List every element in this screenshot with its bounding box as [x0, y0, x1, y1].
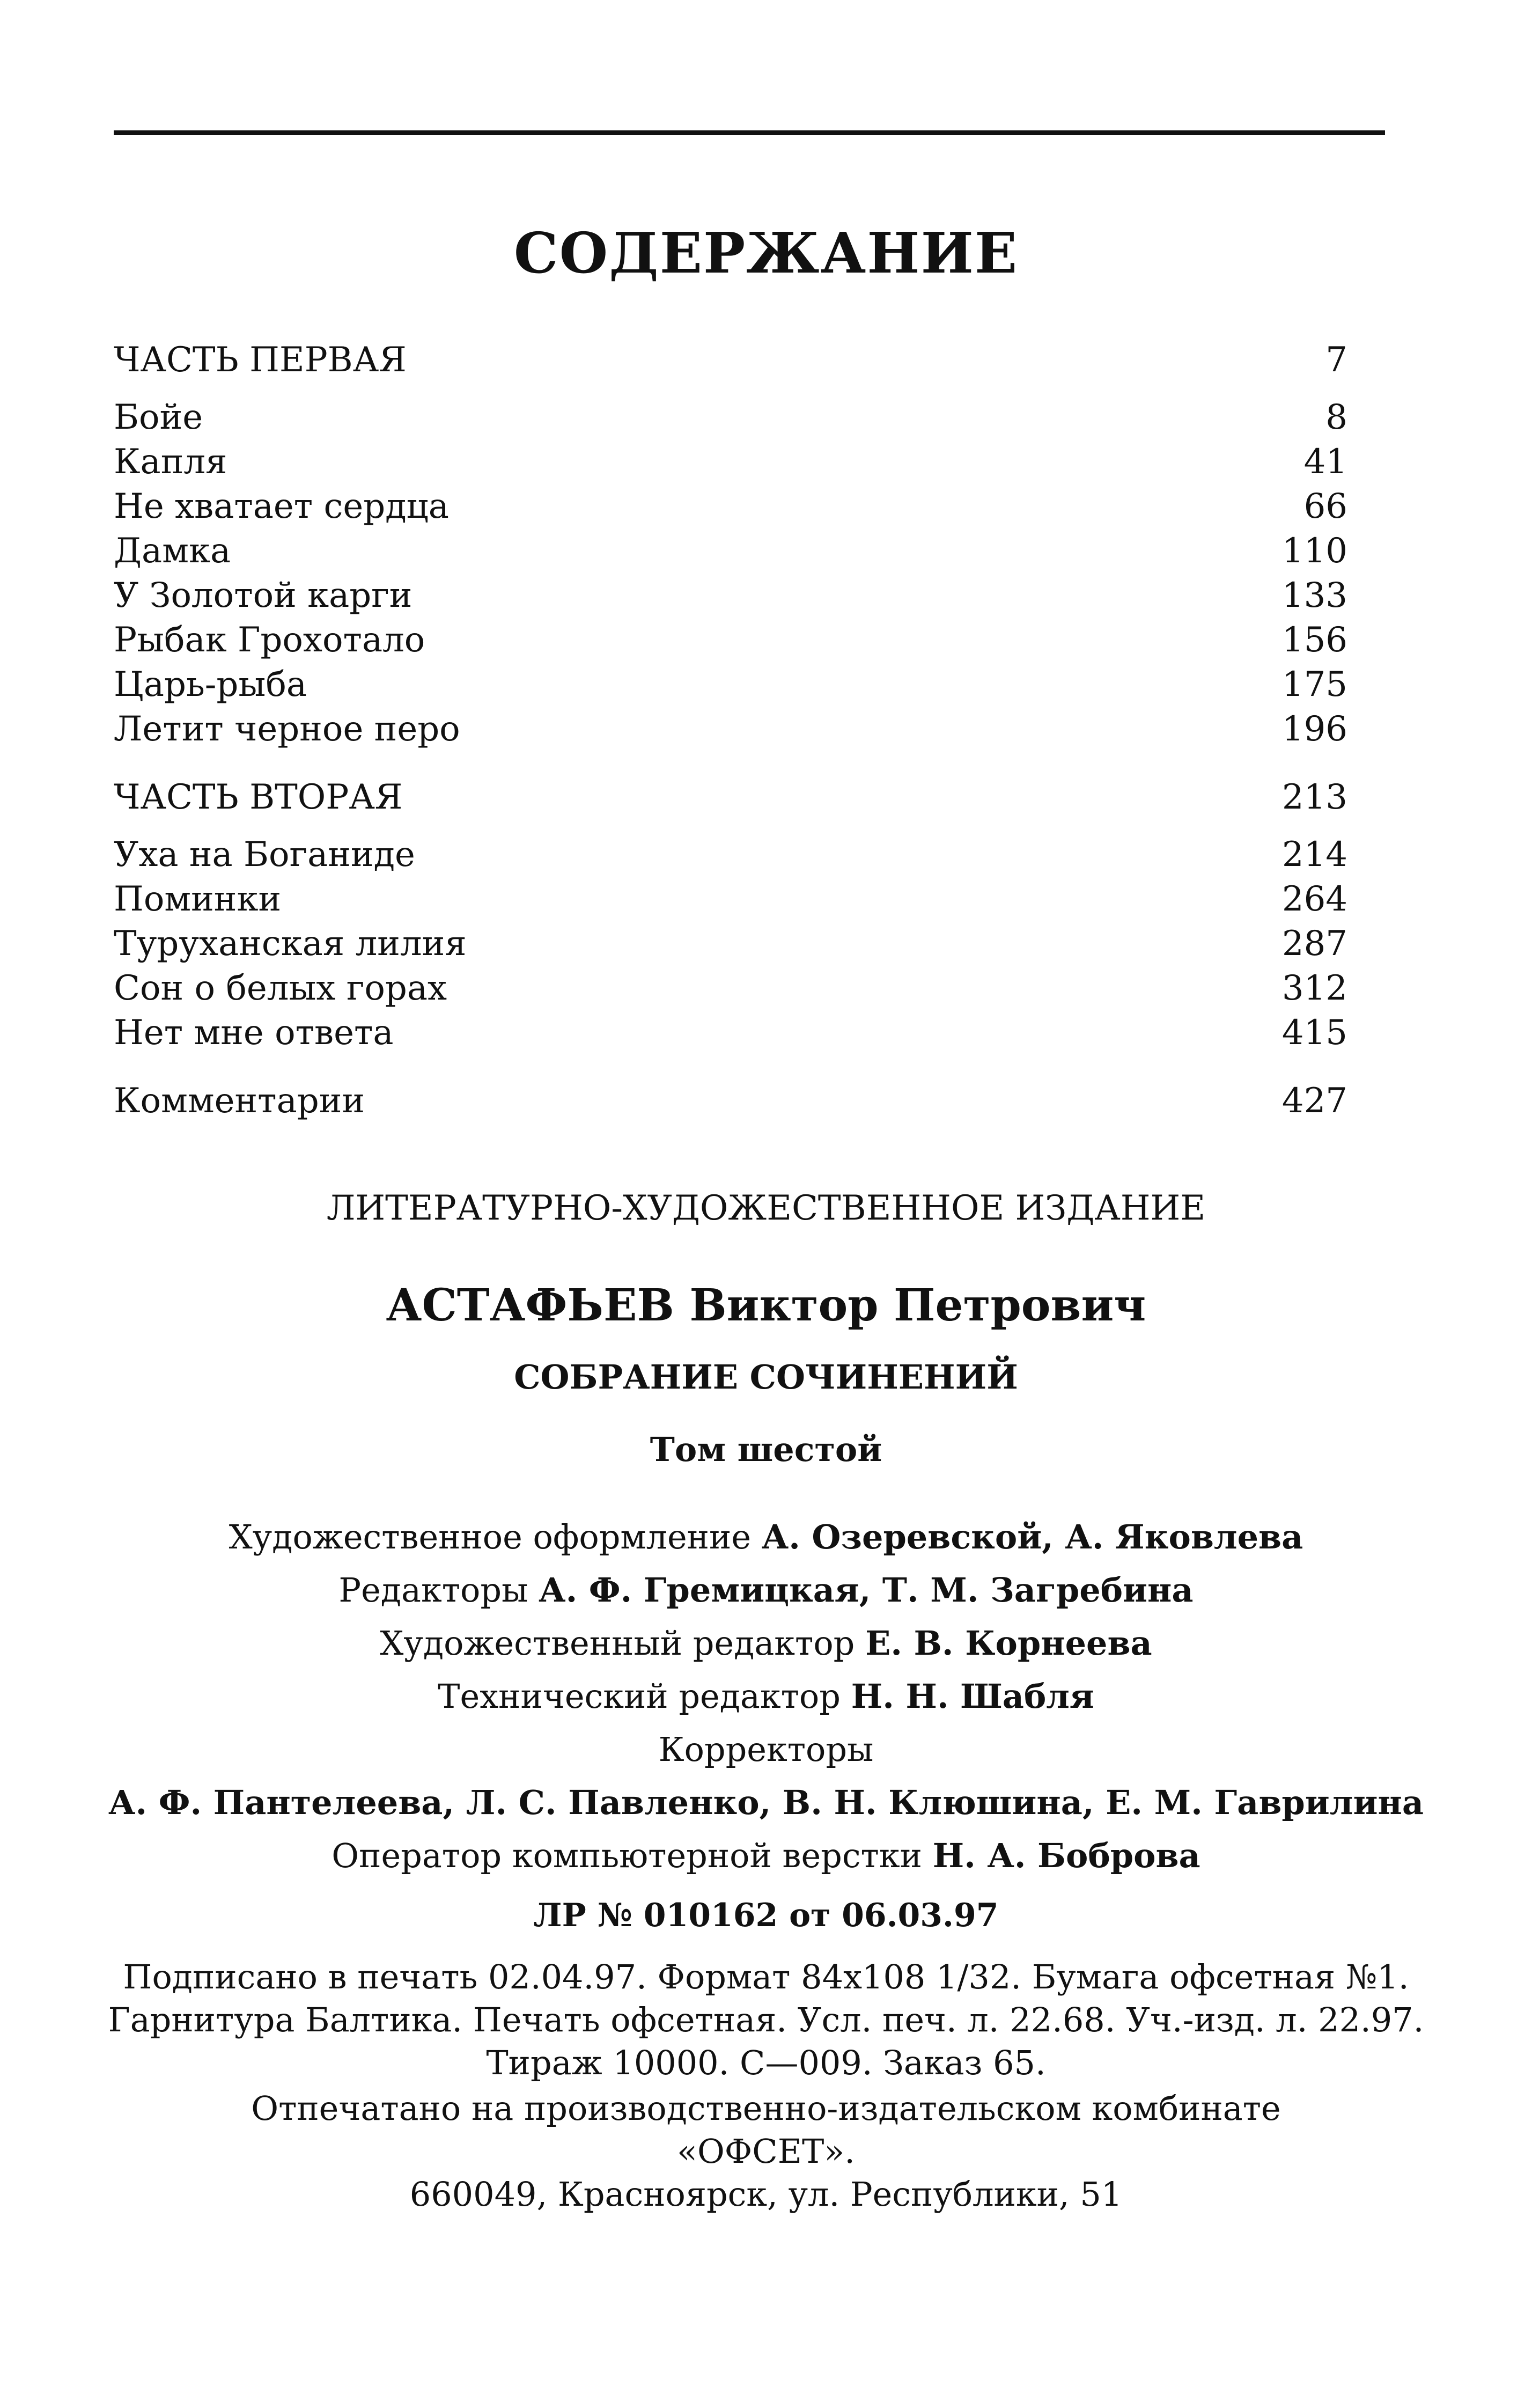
toc-row	[114, 574, 1347, 618]
toc-label: Нет мне ответа	[114, 1013, 394, 1053]
toc-row	[114, 966, 1347, 1011]
credit-line	[0, 1510, 1532, 1563]
toc-page: 312	[1281, 968, 1347, 1008]
licence-number: ЛР № 010162 от 06.03.97	[533, 1897, 999, 1934]
spec-line: Подписано в печать 02.04.97. Формат 84x108 1/32. Бумага офсетная №1.	[123, 1957, 1409, 1996]
toc-label: У Золотой карги	[114, 576, 413, 615]
toc-label: Летит черное перо	[114, 709, 460, 749]
credit-line	[0, 1563, 1532, 1617]
credit-role: Редакторы	[338, 1570, 528, 1610]
toc-label: ЧАСТЬ ВТОРАЯ	[114, 777, 403, 817]
toc-row	[114, 618, 1347, 663]
toc-page: 7	[1325, 340, 1347, 380]
toc-row	[114, 1079, 1347, 1124]
publication-type: ЛИТЕРАТУРНО-ХУДОЖЕСТВЕННОЕ ИЗДАНИЕ	[326, 1188, 1206, 1228]
toc-label: Дамка	[114, 531, 231, 571]
credit-names: А. Ф. Гремицкая, Т. М. Загребина	[539, 1570, 1194, 1610]
toc-label: Рыбак Грохотало	[114, 620, 425, 660]
toc-label: Капля	[114, 442, 227, 482]
page-title: СОДЕРЖАНИЕ	[513, 220, 1019, 286]
toc-row	[114, 338, 1347, 383]
table-of-contents	[114, 338, 1347, 1124]
credit-line	[0, 1829, 1532, 1882]
credit-role: Корректоры	[658, 1730, 874, 1769]
toc-row	[114, 484, 1347, 529]
toc-label: Туруханская лилия	[114, 924, 467, 964]
credit-role: Художественный редактор	[380, 1624, 855, 1663]
toc-label: Царь-рыба	[114, 665, 307, 704]
top-rule	[114, 130, 1385, 135]
toc-row	[114, 1011, 1347, 1055]
credit-names: А. Озеревской, А. Яковлева	[761, 1517, 1303, 1557]
toc-row	[114, 707, 1347, 752]
toc-label: Не хватает сердца	[114, 487, 449, 526]
toc-page: 213	[1281, 777, 1347, 817]
toc-page: 156	[1281, 620, 1347, 660]
author-name: АСТАФЬЕВ Виктор Петрович	[386, 1280, 1146, 1331]
credit-names: А. Ф. Пантелеева, Л. С. Павленко, В. Н. Клюшина, Е. М. Гаврилина	[108, 1783, 1424, 1822]
credit-line	[0, 1617, 1532, 1670]
credit-names: Е. В. Корнеева	[865, 1624, 1152, 1663]
credit-role: Технический редактор	[438, 1677, 841, 1716]
printer-line: Отпечатано на производственно-издательском комбинате	[251, 2089, 1281, 2128]
toc-row	[114, 877, 1347, 922]
toc-label: Уха на Боганиде	[114, 835, 415, 875]
collection-title: СОБРАНИЕ СОЧИНЕНИЙ	[514, 1357, 1018, 1397]
toc-row	[114, 833, 1347, 877]
credit-names: Н. А. Боброва	[932, 1836, 1200, 1875]
credit-line	[0, 1723, 1532, 1776]
toc-page: 66	[1303, 487, 1347, 526]
toc-label: ЧАСТЬ ПЕРВАЯ	[114, 340, 407, 380]
credit-role: Оператор компьютерной верстки	[332, 1836, 922, 1875]
toc-page: 415	[1281, 1013, 1347, 1053]
toc-page: 264	[1281, 879, 1347, 919]
printer-info	[0, 2087, 1532, 2216]
toc-page: 427	[1281, 1081, 1347, 1121]
toc-label: Сон о белых горах	[114, 968, 447, 1008]
spec-line: Гарнитура Балтика. Печать офсетная. Усл. печ. л. 22.68. Уч.-изд. л. 22.97.	[108, 2000, 1424, 2039]
toc-page: 110	[1281, 531, 1347, 571]
toc-page: 175	[1281, 665, 1347, 704]
toc-page: 214	[1281, 835, 1347, 875]
toc-label: Комментарии	[114, 1081, 365, 1121]
toc-page: 41	[1303, 442, 1347, 482]
toc-row	[114, 440, 1347, 484]
toc-row	[114, 663, 1347, 707]
spec-line: Тираж 10000. С—009. Заказ 65.	[486, 2043, 1046, 2082]
toc-page: 133	[1281, 576, 1347, 615]
credit-line	[0, 1776, 1532, 1829]
printer-line: «ОФСЕТ».	[677, 2132, 855, 2171]
toc-row	[114, 775, 1347, 820]
credits	[0, 1510, 1532, 1882]
credit-names: Н. Н. Шабля	[851, 1677, 1094, 1716]
toc-page: 287	[1281, 924, 1347, 964]
toc-row	[114, 529, 1347, 574]
volume-title: Том шестой	[650, 1430, 882, 1469]
credit-role: Художественное оформление	[229, 1517, 752, 1557]
toc-row	[114, 922, 1347, 966]
printer-line: 660049, Красноярск, ул. Республики, 51	[409, 2175, 1123, 2214]
print-specs	[0, 1956, 1532, 2084]
credit-line	[0, 1670, 1532, 1723]
toc-label: Поминки	[114, 879, 282, 919]
toc-label: Бойе	[114, 398, 203, 437]
toc-page: 196	[1281, 709, 1347, 749]
toc-page: 8	[1325, 398, 1347, 437]
toc-row	[114, 395, 1347, 440]
